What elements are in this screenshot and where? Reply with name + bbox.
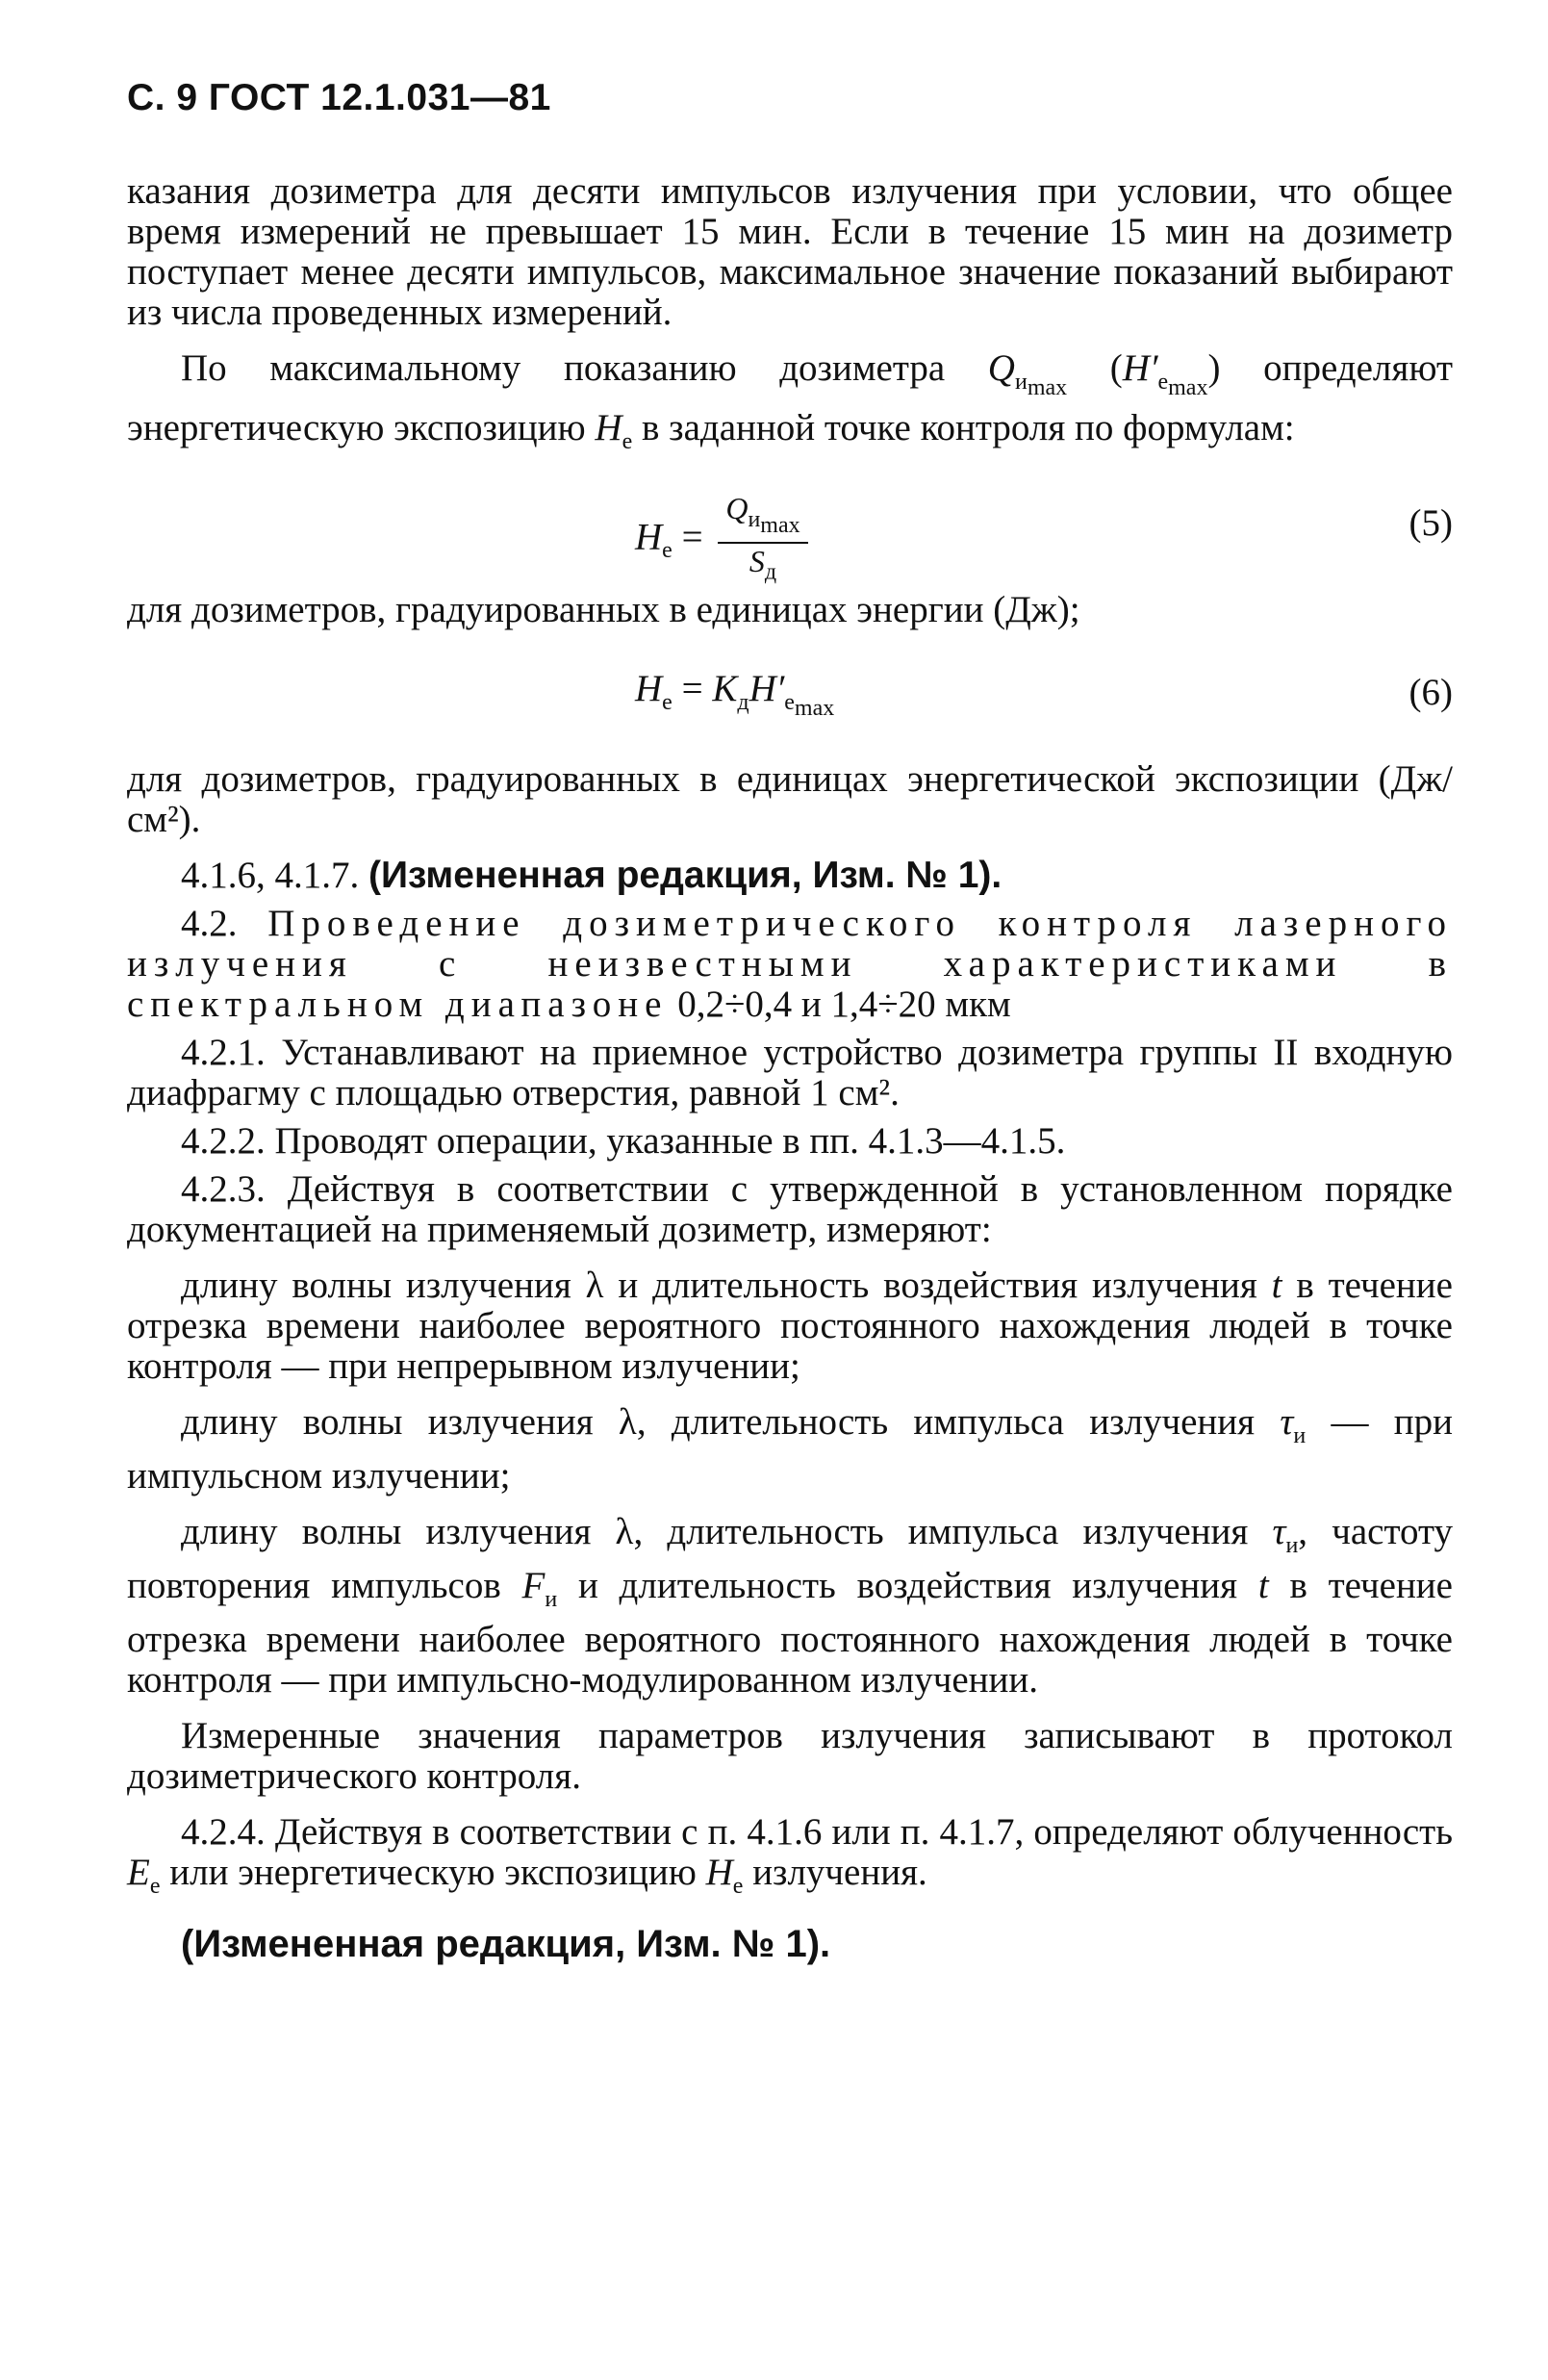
page-header: С. 9 ГОСТ 12.1.031—81 bbox=[127, 77, 551, 118]
formula-5: $H_е$ = $\frac{Q_{и_{max}}}{S_д}$ (5) bbox=[127, 480, 1453, 573]
paragraph-4-2-1: 4.2.1. Устанавливают на приемное устройство дозиметра группы II входную диафрагму с площадью отверстия, равной 1 см². bbox=[127, 1032, 1453, 1114]
paragraph-exposure-units: для дозиметров, градуированных в единицах энергетической экспозиции (Дж/см²). bbox=[127, 758, 1453, 841]
formula-number: (5) bbox=[1408, 502, 1453, 545]
paragraph-continuation: казания дозиметра для десяти импульсов излучения при условии, что общее время измерений не превышает 15 мин. Если в течение 15 мин на дозиметр поступает менее десяти импульсов, максимальное значение показаний выбирают из числа проведенных измерений. bbox=[127, 170, 1453, 333]
document-body bbox=[127, 171, 1453, 1980]
formula-number: (6) bbox=[1408, 672, 1453, 714]
paragraph-4-2-3: 4.2.3. Действуя в соответствии с утвержденной в установленном порядке документацией на применяемый дозиметр, измеряют: bbox=[127, 1168, 1453, 1251]
paragraph-energy-units: для дозиметров, градуированных в единицах энергии (Дж); bbox=[127, 589, 1080, 631]
section-heading-4-2: 4.2. Проведение дозиметрического контроля лазерного излучения с неизвестными характеристиками в спектральном диапазоне 0,2÷0,4 и 1,4÷20 мкм bbox=[127, 903, 1453, 1026]
paragraph-4-2-2: 4.2.2. Проводят операции, указанные в пп. 4.1.3—4.1.5. bbox=[181, 1120, 1066, 1163]
list-item-pulsed: длину волны излучения λ, длительность импульса излучения $\tau_и$ — при импульсном излучении; bbox=[127, 1401, 1453, 1497]
paragraph-max-reading: По максимальному показанию дозиметра $Q_{и_{max}}$ $(H'_{е_{max}})$ определяют энергетическую экспозицию $H_е$ в заданной точке контроля по формулам: bbox=[127, 347, 1453, 454]
paragraph-protocol: Измеренные значения параметров излучения записывают в протокол дозиметрического контроля. bbox=[127, 1714, 1453, 1797]
formula-6: $H_е = K_дH'_{е_{max}}$ (6) bbox=[635, 668, 1453, 721]
amendment-note: (Измененная редакция, Изм. № 1). bbox=[181, 1922, 831, 1965]
list-item-continuous: длину волны излучения λ и длительность воздействия излучения t в течение отрезка времени наиболее вероятного постоянного нахождения людей в точке контроля — при непрерывном излучении; bbox=[127, 1265, 1453, 1388]
list-item-pulse-modulated: длину волны излучения λ, длительность импульса излучения $\tau_и$, частоту повторения импульсов $F_и$ и длительность воздействия излучения t в течение отрезка времени наиболее вероятного постоянного нахождения людей в точке контроля — при импульсно-модулированном излучении. bbox=[127, 1511, 1453, 1701]
paragraph-4-2-4: 4.2.4. Действуя в соответствии с п. 4.1.6 или п. 4.1.7, определяют облученность $E_е$ или энергетическую экспозицию $H_е$ излучения. bbox=[127, 1810, 1453, 1899]
fraction: $\frac{Q_{и_{max}}}{S_д}$ bbox=[718, 492, 807, 589]
paragraph-amendment-note: 4.1.6, 4.1.7. (Измененная редакция, Изм. № 1). bbox=[181, 855, 1002, 897]
